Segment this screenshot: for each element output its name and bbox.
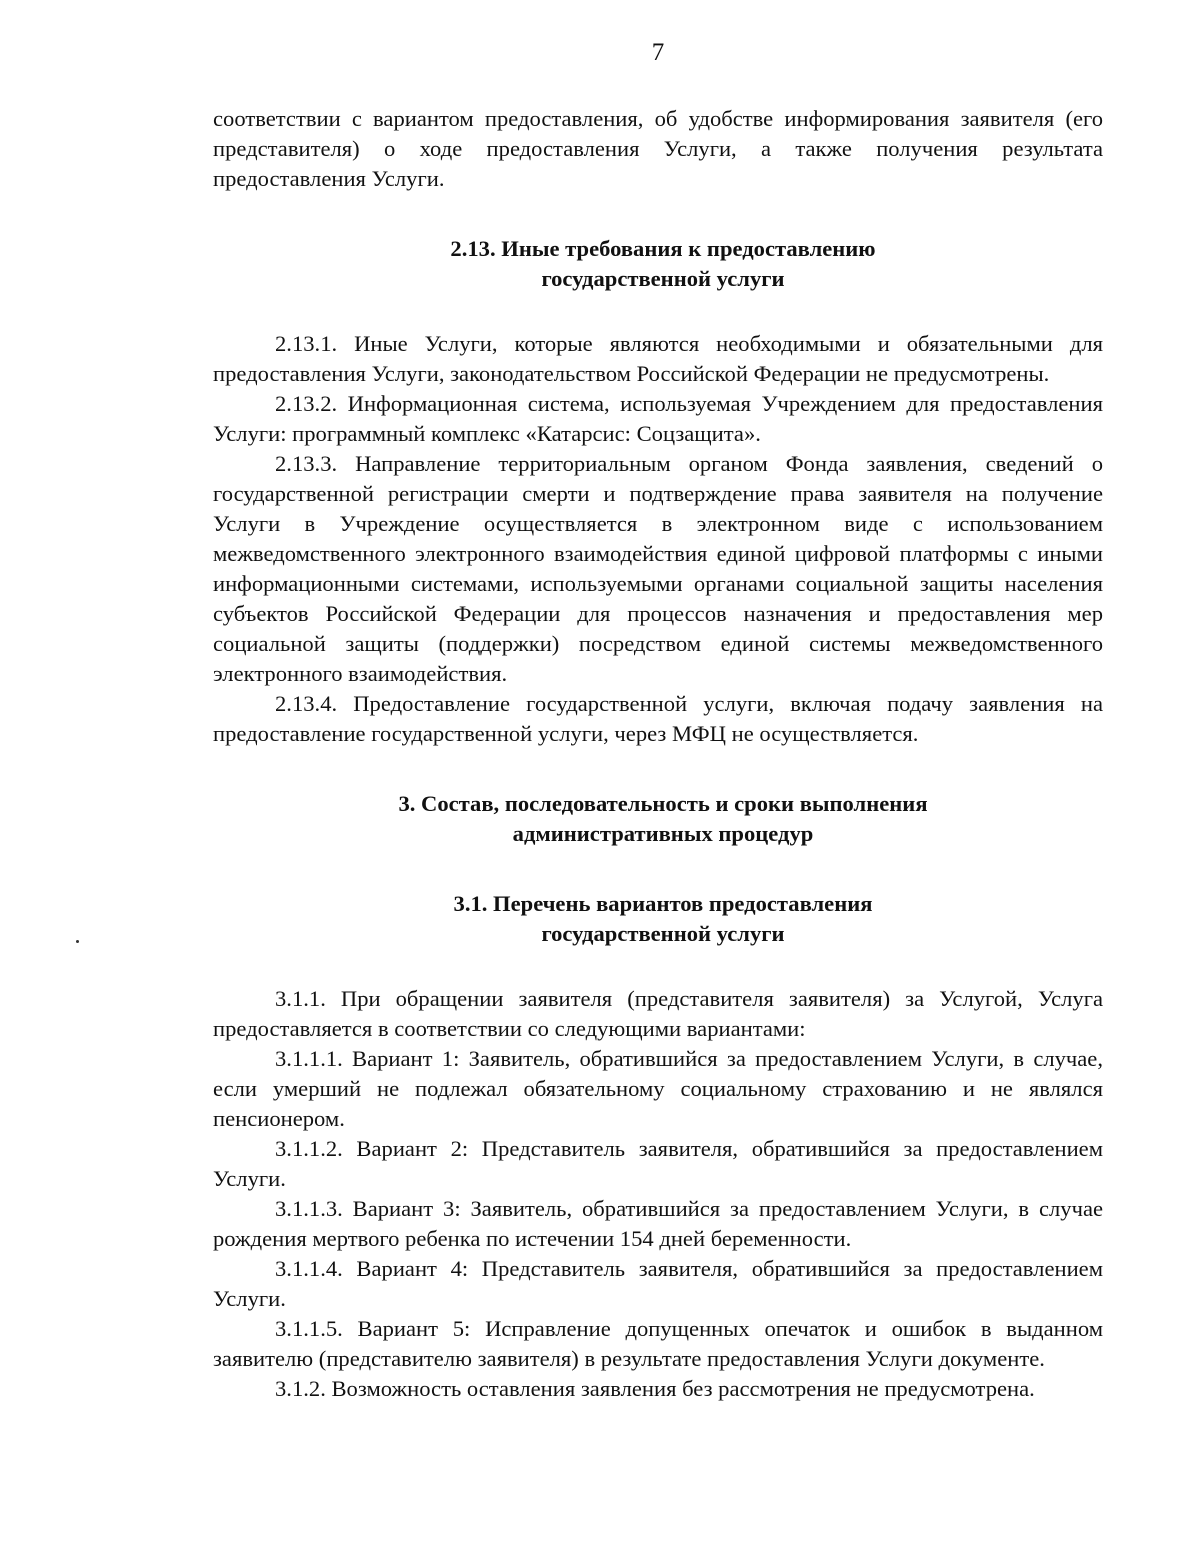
intro-paragraph: соответствии с вариантом предоставления, об удобстве информирования заявителя (его представителя) о ходе предоставления Услуги, а также получения результата предоставления Услуги.	[213, 106, 1103, 191]
section-3-1-heading-line1: 3.1. Перечень вариантов предоставления	[453, 891, 873, 916]
section-3-1-heading-line2: государственной услуги	[541, 921, 785, 946]
paragraph-3-1-1-2: 3.1.1.2. Вариант 2: Представитель заявителя, обратившийся за предоставлением Услуги.	[213, 1136, 1103, 1191]
paragraph-2-13-4: 2.13.4. Предоставление государственной услуги, включая подачу заявления на предоставление государственной услуги, через МФЦ не осуществляется.	[213, 691, 1103, 746]
section-2-13-heading-line1: 2.13. Иные требования к предоставлению	[450, 236, 876, 261]
paragraph-2-13-2: 2.13.2. Информационная система, используемая Учреждением для предоставления Услуги: программный комплекс «Катарсис: Соцзащита».	[213, 391, 1103, 446]
page-number: 7	[651, 39, 665, 66]
section-3-heading-line2: административных процедур	[512, 821, 814, 846]
section-3-heading	[213, 789, 1103, 849]
document-body	[213, 104, 1103, 1404]
paragraph-3-1-1-3: 3.1.1.3. Вариант 3: Заявитель, обратившийся за предоставлением Услуги, в случае рождения мертвого ребенка по истечении 154 дней беременности.	[213, 1196, 1103, 1251]
section-3-heading-line1: 3. Состав, последовательность и сроки выполнения	[398, 791, 928, 816]
section-3-1-heading	[213, 889, 1103, 949]
paragraph-3-1-1: 3.1.1. При обращении заявителя (представителя заявителя) за Услугой, Услуга предоставляется в соответствии со следующими вариантами:	[213, 986, 1103, 1041]
paragraph-3-1-1-1: 3.1.1.1. Вариант 1: Заявитель, обратившийся за предоставлением Услуги, в случае, если умерший не подлежал обязательному социальному страхованию и не являлся пенсионером.	[213, 1046, 1103, 1131]
scan-speck	[76, 940, 79, 943]
paragraph-3-1-1-4: 3.1.1.4. Вариант 4: Представитель заявителя, обратившийся за предоставлением Услуги.	[213, 1256, 1103, 1311]
paragraph-3-1-1-5: 3.1.1.5. Вариант 5: Исправление допущенных опечаток и ошибок в выданном заявителю (представителю заявителя) в результате предоставления Услуги документе.	[213, 1316, 1103, 1371]
section-2-13-heading-line2: государственной услуги	[541, 266, 785, 291]
paragraph-2-13-3: 2.13.3. Направление территориальным органом Фонда заявления, сведений о государственной регистрации смерти и подтверждение права заявителя на получение Услуги в Учреждение осуществляется в электронном виде с использованием межведомственного электронного взаимодействия единой цифровой платформы с иными информационными системами, используемыми органами социальной защиты населения субъектов Российской Федерации для процессов назначения и предоставления мер социальной защиты (поддержки) посредством единой системы межведомственного электронного взаимодействия.	[213, 451, 1103, 686]
section-2-13-heading	[213, 234, 1103, 294]
paragraph-2-13-1: 2.13.1. Иные Услуги, которые являются необходимыми и обязательными для предоставления Услуги, законодательством Российской Федерации не предусмотрены.	[213, 331, 1103, 386]
paragraph-3-1-2: 3.1.2. Возможность оставления заявления без рассмотрения не предусмотрена.	[275, 1376, 1035, 1401]
